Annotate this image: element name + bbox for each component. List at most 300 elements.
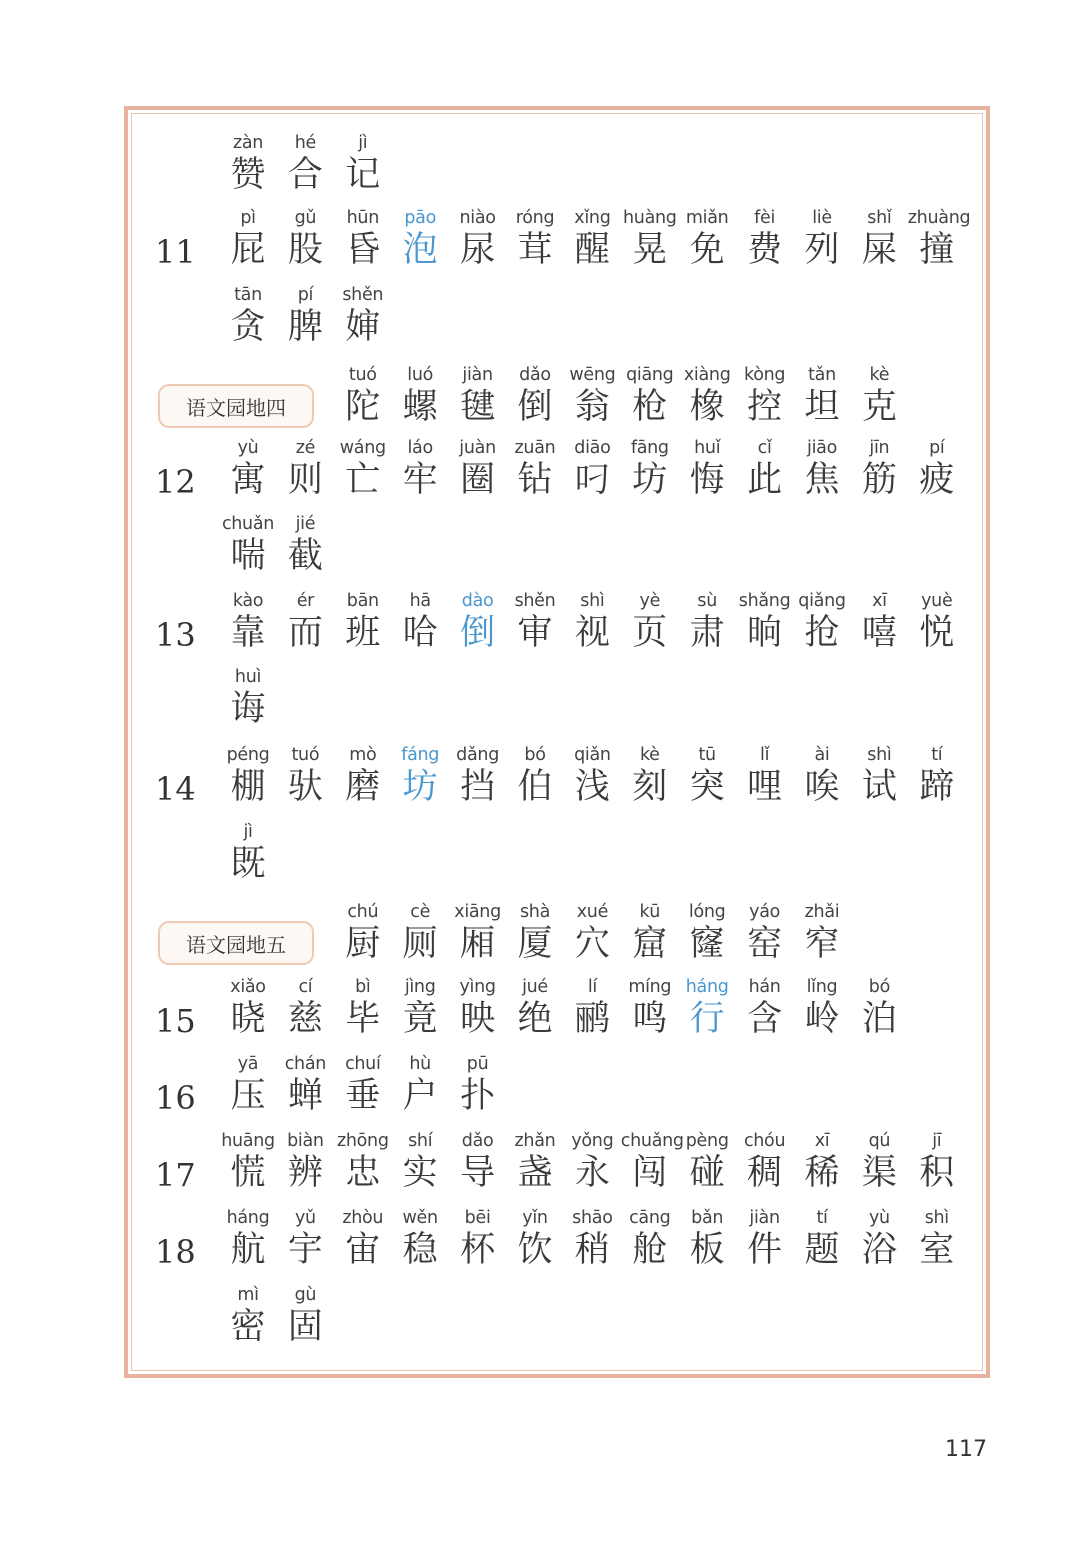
pinyin: lí [587,977,597,997]
hanzi: 板 [689,1230,725,1270]
pinyin: kòng [743,365,786,385]
pinyin: pí [297,285,314,305]
hanzi: 哈 [402,613,438,653]
char-cell [621,1207,679,1271]
pinyin: kè [869,365,890,385]
char-cell [678,364,736,428]
pinyin: wěn [402,1208,438,1228]
hanzi: 毽 [460,387,496,427]
hanzi: 杯 [460,1230,496,1270]
char-cell [276,744,334,808]
hanzi: 昏 [345,230,381,270]
pinyin: kū [639,902,661,922]
pinyin: sù [697,591,717,611]
char-cell [736,207,794,271]
char-cell [219,1284,277,1348]
char-cell [391,1130,449,1194]
pinyin: míng [628,977,672,997]
char-cell [908,1207,966,1271]
pinyin: hā [409,591,431,611]
char-cell [219,976,277,1040]
hanzi: 积 [919,1153,955,1193]
pinyin: jīn [869,438,890,458]
pinyin: lǐng [806,977,838,997]
pinyin: ài [814,745,830,765]
pinyin: mò [349,745,377,765]
hanzi: 蹄 [919,767,955,807]
char-cell [621,744,679,808]
hanzi: 抢 [804,613,840,653]
char-cell [391,207,449,271]
hanzi: 舱 [632,1230,668,1270]
char-cell [391,590,449,654]
hanzi: 哩 [747,767,783,807]
char-cell [620,1130,684,1194]
pinyin: háng [685,977,729,997]
hanzi: 翁 [574,387,610,427]
hanzi: 密 [230,1307,266,1347]
pinyin: juàn [459,438,496,458]
char-cell [621,976,679,1040]
pinyin: pèng [685,1131,729,1151]
char-cell [449,437,507,501]
pinyin: shí [408,1131,433,1151]
char-cell [736,901,794,965]
char-cell [563,437,621,501]
hanzi: 扑 [460,1076,496,1116]
hanzi: 则 [287,460,323,500]
hanzi: 实 [402,1153,438,1193]
char-cell [850,437,908,501]
hanzi: 审 [517,613,553,653]
char-cell [850,207,908,271]
pinyin: yìng [459,977,496,997]
pinyin: tuó [291,745,320,765]
lesson-number: 12 [155,463,196,501]
hanzi: 控 [747,387,783,427]
hanzi: 稀 [804,1153,840,1193]
pinyin: chuí [345,1054,381,1074]
pinyin: liè [812,208,832,228]
char-cell [793,207,851,271]
hanzi: 班 [345,613,381,653]
char-cell [793,437,851,501]
char-cell [506,364,564,428]
hanzi: 渠 [861,1153,897,1193]
hanzi: 叼 [574,460,610,500]
char-cell [334,901,392,965]
hanzi: 永 [574,1153,610,1193]
pinyin: mì [237,1285,259,1305]
pinyin: bān [346,591,379,611]
char-cell [736,1130,794,1194]
char-cell [219,1130,277,1194]
hanzi: 碰 [689,1153,725,1193]
char-cell [506,207,564,271]
hanzi: 靠 [230,613,266,653]
char-cell [506,744,564,808]
hanzi: 绝 [517,999,553,1039]
hanzi: 晌 [747,613,783,653]
char-cell [793,901,851,965]
hanzi: 鸣 [632,999,668,1039]
hanzi: 慈 [287,999,323,1039]
char-cell [506,901,564,965]
hanzi: 诲 [230,689,266,729]
lesson-number: 16 [155,1079,196,1117]
lesson-number: 18 [155,1233,196,1271]
pinyin: láo [407,438,433,458]
hanzi: 厢 [460,924,496,964]
pinyin: miǎn [685,208,729,228]
pinyin: jī [932,1131,942,1151]
char-cell [276,1053,334,1117]
pinyin: pū [466,1054,489,1074]
pinyin: róng [515,208,555,228]
pinyin: yǒng [571,1131,614,1151]
pinyin: xǐng [574,208,611,228]
lesson-number: 11 [155,233,196,271]
pinyin: jiāo [807,438,837,458]
pinyin: biàn [287,1131,324,1151]
char-cell [736,590,794,654]
pinyin: cè [410,902,431,922]
char-cell [563,207,621,271]
char-cell [219,666,277,730]
hanzi: 行 [689,999,725,1039]
hanzi: 焦 [804,460,840,500]
char-cell [449,976,507,1040]
char-cell [334,744,392,808]
hanzi: 嘻 [861,613,897,653]
pinyin: yuè [921,591,953,611]
char-cell [850,590,908,654]
hanzi: 记 [345,155,381,195]
pinyin: wáng [339,438,386,458]
pinyin: zhōng [336,1131,389,1151]
pinyin: yǐn [522,1208,548,1228]
char-cell [449,1053,507,1117]
char-cell [736,1207,794,1271]
char-cell [449,1130,507,1194]
lesson-number: 17 [155,1156,196,1194]
pinyin: bì [355,977,371,997]
pinyin: bó [868,977,890,997]
char-cell [793,1130,851,1194]
hanzi: 橡 [689,387,725,427]
char-cell [219,1053,277,1117]
hanzi: 而 [287,613,323,653]
char-cell [908,590,966,654]
char-cell [449,901,507,965]
hanzi: 浅 [574,767,610,807]
char-cell [506,976,564,1040]
char-cell [334,284,392,348]
char-cell [793,1207,851,1271]
pinyin: lóng [688,902,726,922]
char-cell [276,437,334,501]
char-cell [219,132,277,196]
hanzi: 贪 [230,307,266,347]
pinyin: zhǎn [514,1131,556,1151]
pinyin: huì [234,667,262,687]
char-cell [334,976,392,1040]
pinyin: qiāng [626,365,674,385]
char-cell [334,590,392,654]
char-cell [793,976,851,1040]
pinyin: háng [226,1208,270,1228]
pinyin: shì [580,591,605,611]
char-cell [506,590,564,654]
pinyin: kào [232,591,264,611]
char-cell [736,437,794,501]
hanzi: 突 [689,767,725,807]
char-cell [563,744,621,808]
hanzi: 导 [460,1153,496,1193]
pinyin: niào [459,208,496,228]
pinyin: shěn [342,285,384,305]
char-cell [678,976,736,1040]
char-cell [563,1207,621,1271]
char-cell [391,437,449,501]
hanzi: 厨 [345,924,381,964]
pinyin: wēng [569,365,616,385]
hanzi: 厕 [402,924,438,964]
pinyin: xiǎo [230,977,266,997]
char-cell [793,590,851,654]
pinyin: xué [576,902,609,922]
hanzi: 固 [287,1307,323,1347]
char-cell [736,976,794,1040]
pinyin: jiàn [462,365,493,385]
char-cell [334,207,392,271]
char-cell [678,207,736,271]
char-cell [621,437,679,501]
hanzi: 驮 [287,767,323,807]
pinyin: lǐ [760,745,770,765]
hanzi: 寓 [230,460,266,500]
pinyin: shì [924,1208,949,1228]
char-cell [276,590,334,654]
hanzi: 压 [230,1076,266,1116]
pinyin: pāo [404,208,436,228]
pinyin: qú [868,1131,891,1151]
hanzi: 题 [804,1230,840,1270]
hanzi: 页 [632,613,668,653]
char-cell [621,590,679,654]
hanzi: 圈 [460,460,496,500]
hanzi: 挡 [460,767,496,807]
pinyin: tí [931,745,943,765]
hanzi: 悦 [919,613,955,653]
hanzi: 厦 [517,924,553,964]
pinyin: hán [748,977,781,997]
page-number: 117 [945,1437,987,1462]
hanzi: 闯 [632,1153,668,1193]
pinyin: xiàng [683,365,731,385]
pinyin: jiàn [749,1208,780,1228]
char-cell [850,364,908,428]
hanzi: 映 [460,999,496,1039]
char-cell [276,132,334,196]
pinyin: shěn [514,591,556,611]
char-cell [563,364,621,428]
pinyin: tí [816,1208,828,1228]
hanzi: 截 [287,536,323,576]
pinyin: shǎng [738,591,791,611]
hanzi: 盏 [517,1153,553,1193]
pinyin: qiǎn [574,745,611,765]
char-cell [563,976,621,1040]
hanzi: 婶 [345,307,381,347]
char-cell [219,821,277,885]
pinyin: yù [868,1208,890,1228]
char-cell [276,1284,334,1348]
pinyin: yù [237,438,259,458]
char-cell [391,364,449,428]
hanzi: 刻 [632,767,668,807]
char-cell [678,590,736,654]
hanzi: 陀 [345,387,381,427]
pinyin: dǎo [519,365,551,385]
char-cell [678,437,736,501]
char-cell [449,744,507,808]
hanzi: 室 [919,1230,955,1270]
char-cell [621,364,679,428]
lesson-number: 15 [155,1002,196,1040]
hanzi: 饮 [517,1230,553,1270]
char-cell [621,207,679,271]
hanzi: 岭 [804,999,840,1039]
hanzi: 航 [230,1230,266,1270]
hanzi: 坦 [804,387,840,427]
hanzi: 撞 [919,230,955,270]
pinyin: fáng [401,745,440,765]
hanzi: 肃 [689,613,725,653]
char-cell [563,1130,621,1194]
char-cell [563,901,621,965]
pinyin: shì [867,745,892,765]
pinyin: jì [243,822,253,842]
pinyin: péng [226,745,270,765]
pinyin: ér [296,591,315,611]
char-cell [793,364,851,428]
hanzi: 喘 [230,536,266,576]
pinyin: hé [294,133,317,153]
char-cell [449,1207,507,1271]
pinyin: luó [407,365,434,385]
hanzi: 赞 [230,155,266,195]
hanzi: 窿 [689,924,725,964]
hanzi: 含 [747,999,783,1039]
pinyin: qiǎng [798,591,846,611]
pinyin: gǔ [294,208,317,228]
hanzi: 窟 [632,924,668,964]
hanzi: 晃 [632,230,668,270]
char-cell [219,207,277,271]
pinyin: yā [237,1054,259,1074]
pinyin: pì [240,208,256,228]
hanzi: 垂 [345,1076,381,1116]
pinyin: chuǎng [620,1131,684,1151]
char-cell [678,901,736,965]
pinyin: zhòu [342,1208,384,1228]
hanzi: 醒 [574,230,610,270]
hanzi: 蝉 [287,1076,323,1116]
pinyin: xī [814,1131,830,1151]
pinyin: jué [522,977,548,997]
char-cell [391,901,449,965]
hanzi: 尿 [460,230,496,270]
char-cell [334,437,392,501]
hanzi: 忠 [345,1153,381,1193]
hanzi: 稠 [747,1153,783,1193]
pinyin: cí [298,977,313,997]
char-cell [334,132,392,196]
pinyin: huàng [622,208,677,228]
pinyin: dǎo [461,1131,494,1151]
char-cell [276,976,334,1040]
hanzi: 倒 [460,613,496,653]
char-cell [506,1130,564,1194]
hanzi: 浴 [861,1230,897,1270]
pinyin: zhǎi [804,902,840,922]
char-cell [219,513,277,577]
char-cell [563,590,621,654]
char-cell [678,1130,736,1194]
char-cell [219,590,277,654]
pinyin: tān [234,285,262,305]
hanzi: 免 [689,230,725,270]
char-cell [850,1130,908,1194]
char-cell [678,744,736,808]
hanzi: 唉 [804,767,840,807]
char-cell [850,1207,908,1271]
pinyin: pí [929,438,945,458]
hanzi: 试 [861,767,897,807]
pinyin: gù [294,1285,317,1305]
hanzi: 稳 [402,1230,438,1270]
hanzi: 合 [287,155,323,195]
char-cell [736,364,794,428]
lesson-number: 14 [155,770,196,808]
hanzi: 钻 [517,460,553,500]
hanzi: 茸 [517,230,553,270]
hanzi: 视 [574,613,610,653]
char-cell [391,744,449,808]
pinyin: hūn [346,208,379,228]
hanzi: 稍 [574,1230,610,1270]
hanzi: 窄 [804,924,840,964]
char-cell [334,1053,392,1117]
char-cell [334,1207,392,1271]
char-cell [276,513,334,577]
char-cell [850,976,908,1040]
hanzi: 件 [747,1230,783,1270]
hanzi: 列 [804,230,840,270]
pinyin: zé [295,438,316,458]
char-cell [506,437,564,501]
hanzi: 慌 [230,1153,266,1193]
hanzi: 竟 [402,999,438,1039]
hanzi: 枪 [632,387,668,427]
hanzi: 坊 [632,460,668,500]
lesson-number: 13 [155,616,196,654]
char-cell [678,1207,736,1271]
pinyin: dào [461,591,494,611]
pinyin: chán [284,1054,327,1074]
hanzi: 倒 [517,387,553,427]
